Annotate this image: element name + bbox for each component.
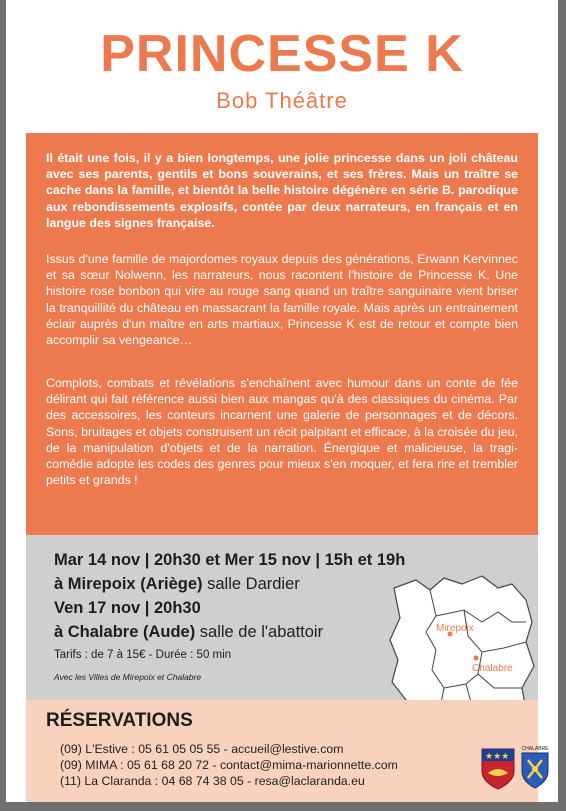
page-title: PRINCESSE K (100, 25, 464, 83)
chalabre-crest-label: CHALABRE (521, 746, 549, 752)
venue-chalabre: à Chalabre (Aude) salle de l'abattoir (54, 623, 324, 641)
reservation-contact-estive: (09) L'Estive : 05 61 05 05 55 - accueil@lestive.com (60, 742, 344, 756)
reservations-panel (26, 700, 549, 802)
date-chalabre: Ven 17 nov | 20h30 (54, 599, 201, 617)
chalabre-crest-icon (520, 744, 550, 790)
map-label-chalabre: Chalabre (472, 663, 513, 674)
svg-text:★★★: ★★★ (485, 752, 510, 762)
partners-note: Avec les Villes de Mirepoix et Chalabre (54, 672, 202, 682)
description-panel (26, 133, 538, 535)
story-paragraph: Issus d'une famille de majordomes royaux depuis des générations, Erwann Kervinnec et sa sœur Nolwenn, les narrateurs, nous racontent l'histoire de Princesse K. Une histoire rose bonbon qui vire au rouge sang quand un traître sanguinaire vient briser la tranquillité du château en massacrant la famille royale. Mais après un entrainement éclair auprès d'un maître en arts martiaux, Princesse K est de retour et compte bien accomplir sa vengeance… (46, 252, 518, 348)
reservation-contact-claranda: (11) La Claranda : 04 68 74 38 05 - resa@laclaranda.eu (60, 774, 365, 788)
style-paragraph: Complots, combats et révélations s'enchaînent avec humour dans un conte de fée délirant qui fait référence aussi bien aux mangas qu'à des classiques du cinéma. Par des accessoires, les conteurs incarnent une galerie de personnages et de décors. Sons, bruitages et objets construisent un récit palpitant et efficace, à la croisée du jeu, de la manipulation d'objets et de la narration. Énergique et malicieuse, la tragi-comédie adopte les codes des genres pour mieux s'en moquer, et fera rire et trembler petits et grands ! (46, 376, 518, 488)
venue-mirepoix: à Mirepoix (Ariège) salle Dardier (54, 575, 300, 593)
date-mirepoix: Mar 14 nov | 20h30 et Mer 15 nov | 15h et 19h (54, 551, 406, 569)
mirepoix-crest-icon (480, 747, 516, 791)
schedule-panel (26, 535, 538, 700)
map-label-mirepoix: Mirepoix (436, 623, 474, 634)
flyer-page (6, 0, 558, 802)
chalabre-dot (474, 656, 479, 661)
reservation-contact-mima: (09) MIMA : 05 61 68 20 72 - contact@mima-marionnette.com (60, 758, 398, 772)
company-subtitle: Bob Théâtre (216, 88, 348, 113)
pricing-info: Tarifs : de 7 à 15€ - Durée : 50 min (54, 649, 232, 661)
reservations-title: RÉSERVATIONS (46, 710, 193, 731)
intro-paragraph: Il était une fois, il y a bien longtemps, une jolie princesse dans un joli château avec ses parents, gentils et bons souverains, et ses frères. Mais un traître se cache dans la famille, et bientôt la belle histoire dégénère en série B. parodique aux rebondissements explosifs, contée par deux narrateurs, en français et en langue des signes française. (46, 151, 518, 230)
